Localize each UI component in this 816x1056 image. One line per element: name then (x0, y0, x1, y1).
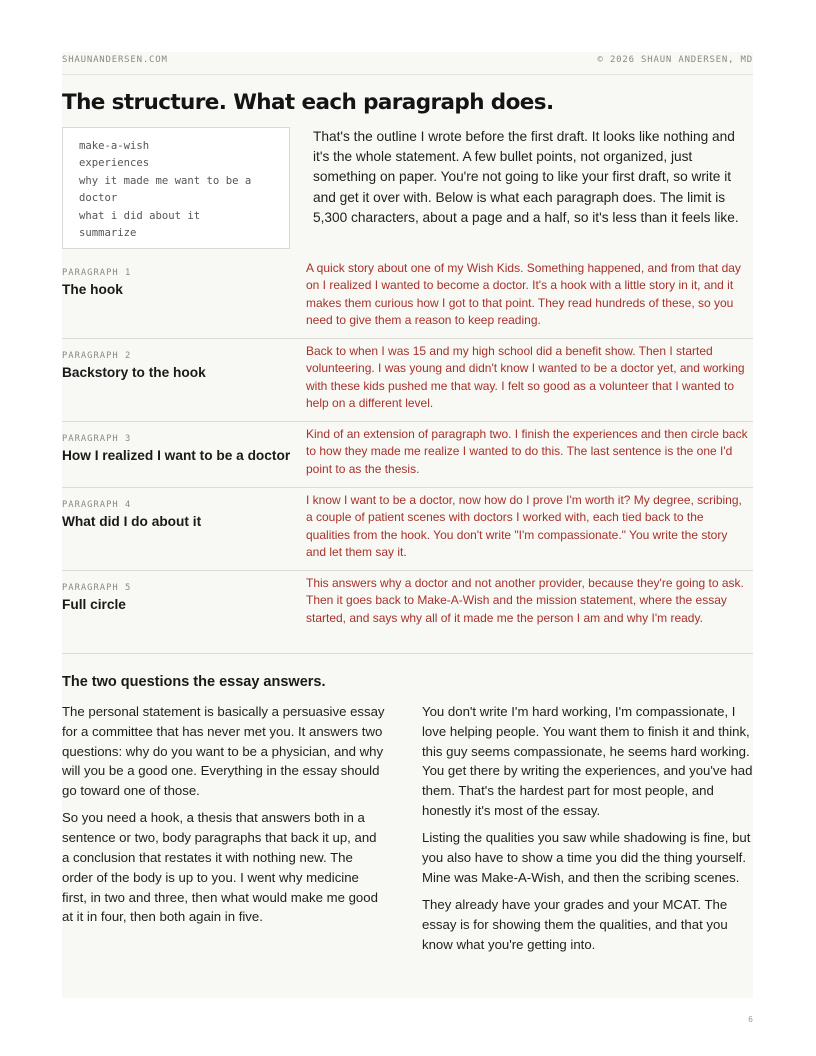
paragraph-row-1 (62, 260, 753, 339)
paragraph-description: I know I want to be a doctor, now how do I prove I'm worth it? My degree, scribing, a couple of patient scenes with doctors I worked with, each tied back to the qualities from the hook. You don't write "I'm compassionate." You write the story and let them say it. (306, 493, 742, 559)
copyright: © 2026 SHAUN ANDERSEN, MD (597, 55, 753, 65)
body-paragraph: You don't write I'm hard working, I'm compassionate, I love helping people. You want them to finish it and think, this guy seems compassionate, he seems hard working. You get there by writing the experiences, and you've had them. That's the hardest part for most people, and honestly it's most of the essay. (422, 704, 753, 818)
paragraph-description: Kind of an extension of paragraph two. I finish the experiences and then circle back to how they made me realize I wanted to do this. The last sentence is the one I'd point to as the thesis. (306, 427, 748, 476)
paragraph-label: PARAGRAPH 4 (62, 500, 132, 510)
paragraph-description: Back to when I was 15 and my high school did a benefit show. Then I started volunteering. I was young and didn't know I wanted to be a doctor yet, and working with these kids pushed me that way. I felt so good as a volunteer that I wanted to help on a different level. (306, 344, 745, 410)
paragraph-title: The hook (62, 282, 123, 297)
paragraph-row-2 (62, 343, 753, 422)
paragraph-title: Full circle (62, 597, 126, 612)
page-number: 6 (748, 1015, 753, 1024)
outline-line: doctor (79, 192, 118, 205)
body-column-right (422, 702, 753, 962)
site-name: SHAUNANDERSEN.COM (62, 55, 168, 65)
outline-line: summarize (79, 227, 137, 240)
outline-line: experiences (79, 157, 150, 170)
outline-line: what i did about it (79, 209, 201, 222)
body-paragraph: The personal statement is basically a persuasive essay for a committee that has never met you. It answers two questions: why do you want to be a physician, and why will you be a good one. Everything in the essay should go toward one of those. (62, 704, 385, 799)
paragraph-description: A quick story about one of my Wish Kids. Something happened, and from that day on I realized I wanted to become a doctor. It's a hook with a little story in it, and it makes them curious how I got to that point. They read hundreds of these, so you need to give them a reason to keep reading. (306, 261, 741, 327)
paragraph-label: PARAGRAPH 1 (62, 268, 132, 278)
section-heading: The two questions the essay answers. (62, 674, 326, 690)
paragraph-row-5 (62, 575, 753, 654)
outline-box (62, 127, 290, 249)
paragraph-row-3 (62, 426, 753, 488)
intro-text: That's the outline I wrote before the first draft. It looks like nothing and it's the whole statement. A few bullet points, not organized, just something on paper. You're not going to like your first draft, so write it and get it over with. Below is what each paragraph does. The limit is 5,300 characters, about a page and a half, so it's less than it feels like. (313, 129, 739, 225)
paragraph-label: PARAGRAPH 3 (62, 434, 132, 444)
paragraph-title: How I realized I want to be a doctor (62, 448, 291, 463)
page-content (62, 52, 753, 998)
paragraph-label: PARAGRAPH 5 (62, 583, 132, 593)
body-paragraph: Listing the qualities you saw while shadowing is fine, but you also have to show a time you did the thing yourself. Mine was Make-A-Wish, and then the scribing scenes. (422, 830, 751, 885)
paragraph-description: This answers why a doctor and not another provider, because they're going to ask. Then it goes back to Make-A-Wish and the mission statement, where the essay started, and says why all of it made me the person I am and why I'm ready. (306, 576, 744, 625)
outline-line: why it made me want to be a (79, 174, 252, 187)
paragraph-title: Backstory to the hook (62, 365, 206, 380)
paragraph-title: What did I do about it (62, 514, 202, 529)
outline-line: make-a-wish (79, 140, 150, 152)
body-column-left (62, 702, 387, 935)
paragraph-label: PARAGRAPH 2 (62, 351, 132, 361)
running-header (62, 52, 753, 75)
paragraph-row-4 (62, 492, 753, 571)
body-paragraph: They already have your grades and your MCAT. The essay is for showing them the qualities, and that you know what you're getting into. (422, 897, 728, 952)
body-paragraph: So you need a hook, a thesis that answers both in a sentence or two, body paragraphs that back it up, and a conclusion that restates it with nothing new. The order of the body is up to you. I went why medicine first, in two and three, then what would make me good at it in four, then both again in five. (62, 810, 378, 925)
page-title: The structure. What each paragraph does. (62, 90, 554, 115)
